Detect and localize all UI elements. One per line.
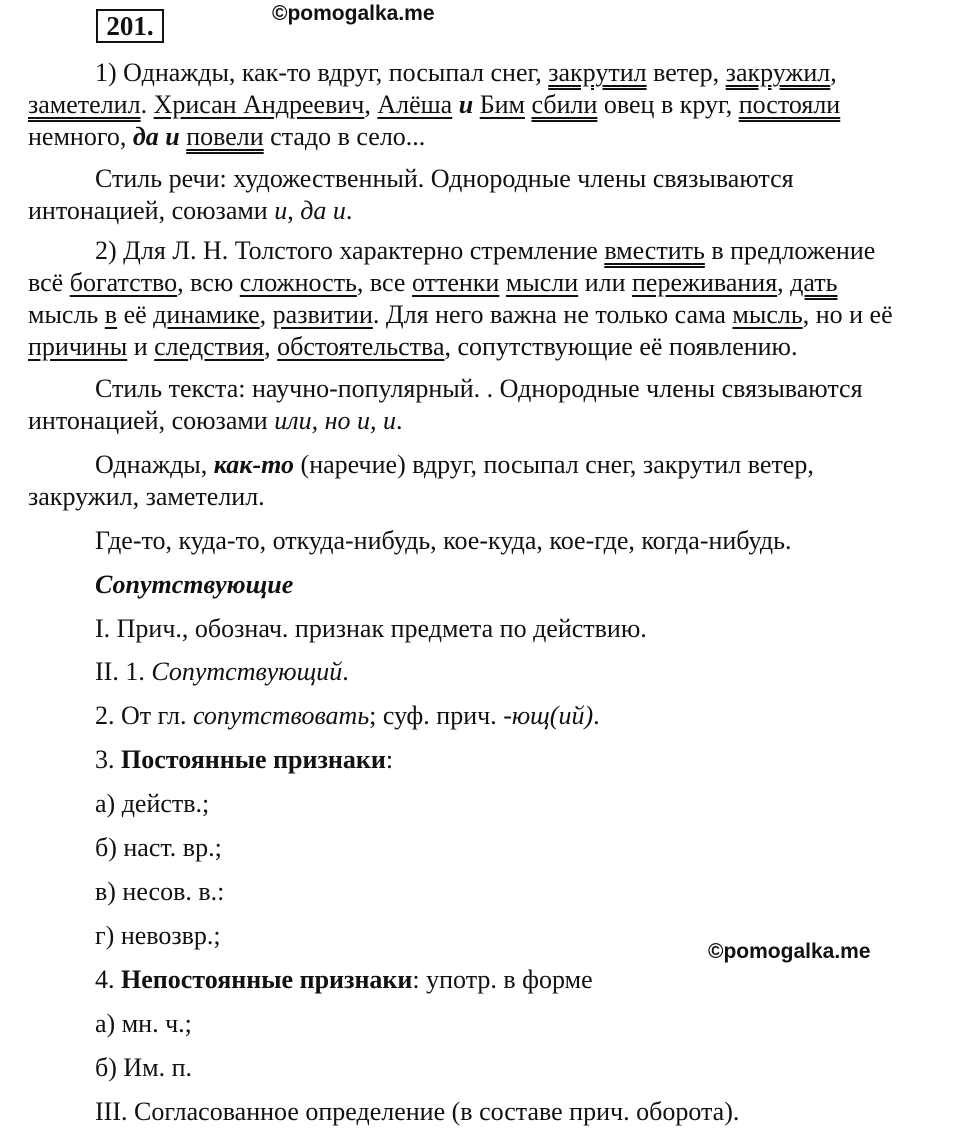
subject-word: мысль	[732, 300, 803, 329]
analysis-line-3	[95, 701, 600, 731]
text: II. 1.	[95, 657, 152, 686]
text: и	[127, 332, 155, 361]
text: интонацией, союзами	[28, 196, 275, 225]
text: .	[140, 90, 154, 119]
analysis-line-12: III. Согласованное определение (в составе прич. оборота).	[95, 1097, 740, 1126]
text: .	[593, 701, 600, 730]
predicate-word: закружил	[725, 58, 831, 87]
text: овец в круг,	[597, 90, 739, 119]
text: ,	[264, 332, 278, 361]
p1-line2	[28, 90, 840, 120]
predicate-word: закрутил	[548, 58, 647, 87]
text: , всю	[177, 268, 240, 297]
text: мысль	[28, 300, 105, 329]
text: .	[342, 657, 349, 686]
conjunction: и	[274, 196, 288, 225]
initial-form: Сопутствующий	[151, 657, 343, 686]
text: , но и её	[802, 300, 893, 329]
subject-word: причины	[28, 332, 128, 361]
analysis-line-4	[95, 745, 393, 775]
p4-line1: Стиль текста: научно-популярный. . Однородные члены связываются	[95, 374, 863, 403]
text: немного,	[28, 122, 133, 151]
verb-form: сопутствовать	[192, 701, 370, 730]
text: всё	[28, 268, 70, 297]
text: .	[345, 196, 353, 225]
watermark-top: ©pomogalka.me	[272, 2, 435, 25]
conjunction: и	[458, 90, 474, 119]
p5-line2: закружил, заметелил.	[28, 482, 265, 511]
object-word: развитии	[272, 300, 373, 329]
text: .	[395, 406, 403, 435]
conjunction: да и	[300, 196, 346, 225]
text: 3.	[95, 745, 121, 774]
text: ветер,	[646, 58, 726, 87]
text: , сопутствующие её появлению.	[444, 332, 798, 361]
object-word: богатство	[69, 268, 178, 297]
object-word: динамике	[153, 300, 260, 329]
text: : употр. в форме	[412, 965, 593, 994]
suffix: -ющ(ий)	[503, 701, 594, 730]
object-word: переживания	[632, 268, 778, 297]
section-label: Непостоянные признаки	[121, 965, 413, 994]
text: 2) Для Л. Н. Толстого характерно стремление	[95, 236, 605, 265]
text: в предложение	[704, 236, 876, 265]
object-word: в	[104, 300, 118, 329]
analysis-line-6: б) наст. вр.;	[95, 833, 222, 862]
subject-word: Алёша	[377, 90, 453, 119]
text: ; суф. прич.	[369, 701, 504, 730]
text: ,	[364, 90, 378, 119]
predicate-word: повели	[186, 122, 264, 151]
analysis-line-9	[95, 965, 593, 995]
p3-line1	[95, 236, 875, 266]
text: :	[385, 745, 394, 774]
text: . Для него важна не только сама	[372, 300, 733, 329]
text: ,	[777, 268, 791, 297]
text: 1) Однажды, как-то вдруг, посыпал снег,	[95, 58, 549, 87]
analysis-line-1: I. Прич., обознач. признак предмета по действию.	[95, 614, 647, 643]
analysis-heading: Сопутствующие	[95, 570, 294, 599]
text: ,	[287, 196, 301, 225]
predicate-word: заметелил	[28, 90, 141, 119]
subject-word: следствия	[154, 332, 265, 361]
section-label: Постоянные признаки	[121, 745, 386, 774]
text: её	[117, 300, 154, 329]
analysis-line-8: г) невозвр.;	[95, 921, 221, 950]
subject-word: обстоятельства	[277, 332, 445, 361]
analysis-line-2	[95, 657, 349, 687]
p4-line2	[28, 406, 402, 436]
object-word: сложность	[239, 268, 357, 297]
conjunctions: или, но и, и	[274, 406, 396, 435]
analysis-line-11: б) Им. п.	[95, 1053, 193, 1082]
predicate-word: сбили	[531, 90, 598, 119]
watermark-bottom: ©pomogalka.me	[708, 940, 871, 963]
subject-word: Хрисан Андреевич	[153, 90, 365, 119]
text: (наречие) вдруг, посыпал снег, закрутил ветер,	[294, 450, 814, 479]
p3-line4	[28, 332, 797, 362]
text: , все	[356, 268, 412, 297]
analysis-line-10: а) мн. ч.;	[95, 1009, 192, 1038]
p6-line: Где-то, куда-то, откуда-нибудь, кое-куда, кое-где, когда-нибудь.	[95, 526, 792, 555]
subject-word: Бим	[479, 90, 525, 119]
object-word: мысли	[505, 268, 579, 297]
p2-line2	[28, 196, 352, 226]
adverb-word: как-то	[213, 450, 295, 479]
text: 4.	[95, 965, 121, 994]
p5-line1	[95, 450, 814, 480]
text: или	[578, 268, 633, 297]
predicate-word: постояли	[738, 90, 841, 119]
conjunction: да и	[132, 122, 180, 151]
p1-line3	[28, 122, 425, 152]
text: 2. От гл.	[95, 701, 193, 730]
analysis-line-7: в) несов. в.:	[95, 877, 225, 906]
predicate-word: дать	[790, 268, 838, 297]
text: интонацией, союзами	[28, 406, 275, 435]
p2-line1: Стиль речи: художественный. Однородные члены связываются	[95, 164, 794, 193]
text: Однажды,	[95, 450, 214, 479]
analysis-line-5: а) действ.;	[95, 789, 210, 818]
predicate-word: вместить	[604, 236, 705, 265]
p3-line3	[28, 300, 893, 330]
text: ,	[259, 300, 273, 329]
text: ,	[830, 58, 837, 87]
p3-line2	[28, 268, 837, 298]
task-number-box: 201.	[96, 9, 164, 43]
text: стадо в село...	[263, 122, 426, 151]
object-word: оттенки	[411, 268, 500, 297]
p1-line1	[95, 58, 837, 88]
